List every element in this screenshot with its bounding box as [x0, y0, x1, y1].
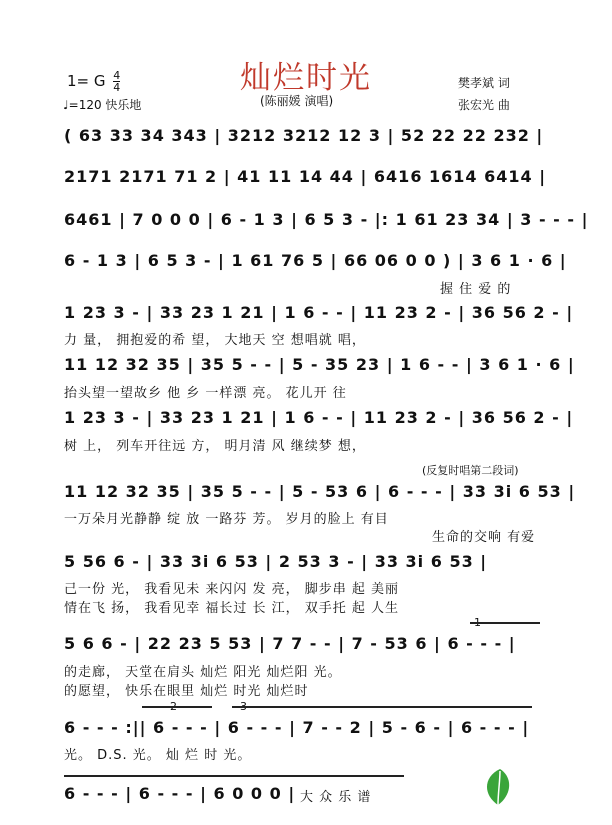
score-row-3: 6461 | 7 0 0 0 | 6 - 1 3 | 6 5 3 - |: 1 61 23 34 | 3 - - - |	[64, 210, 589, 229]
lyric-row-10: 的走廊， 天堂在肩头 灿烂 阳光 灿烂阳 光。	[64, 665, 342, 680]
lyric-row-5: 力 量， 拥抱爱的希 望， 大地天 空 想唱就 唱，	[64, 333, 366, 348]
score-row-11: 6 - - - :|| 6 - - - | 6 - - - | 7 - - 2 | 5 - 6 - | 6 - - - |	[64, 718, 530, 737]
repeat-note: (反复时唱第二段词)	[422, 464, 519, 477]
lyric-row-7: 树 上， 列车开往远 方， 明月清 风 继续梦 想，	[64, 439, 366, 454]
score-row-4: 6 - 1 3 | 6 5 3 - | 1 61 76 5 | 66 06 0 0 ) | 3 6 1 · 6 |	[64, 251, 567, 270]
lyric-row-4: 握 住 爱 的	[440, 282, 512, 297]
volta-2-bracket	[142, 706, 212, 708]
volta-1-bracket	[470, 622, 540, 624]
lyricist-credit: 樊孝斌 词	[458, 76, 510, 90]
lyric-row-8: 一万朵月光静静 绽 放 一路芬 芳。 岁月的脸上 有目	[64, 512, 389, 527]
key-label: 1= G	[67, 72, 106, 90]
song-title: 灿烂时光	[240, 60, 372, 96]
time-bottom: 4	[113, 81, 121, 94]
volta-3-bracket	[232, 706, 532, 708]
lyric-row-8-verse2: 生命的交响 有爱	[432, 530, 536, 545]
tie-line-bottom	[64, 775, 404, 777]
score-row-8: 11 12 32 35 | 35 5 - - | 5 - 53 6 | 6 - - - | 33 3i 6 53 |	[64, 482, 576, 501]
singer-credit: (陈丽媛 演唱)	[260, 94, 334, 108]
composer-credit: 张宏光 曲	[458, 98, 510, 112]
score-row-9: 5 56 6 - | 33 3i 6 53 | 2 53 3 - | 33 3i 6 53 |	[64, 552, 488, 571]
time-top: 4	[113, 69, 121, 82]
footer-watermark-text: 大 众 乐 谱	[300, 790, 372, 805]
score-row-6: 11 12 32 35 | 35 5 - - | 5 - 35 23 | 1 6 - - | 3 6 1 · 6 |	[64, 355, 575, 374]
key-signature	[67, 70, 120, 93]
score-row-1: ( 63 33 34 343 | 3212 3212 12 3 | 52 22 22 232 |	[64, 126, 544, 145]
tempo-marking: ♩=120 快乐地	[63, 98, 142, 112]
lyric-row-9-verse2: 情在飞 扬， 我看见幸 福长过 长 江， 双手托 起 人生	[64, 601, 400, 616]
score-row-2: 2171 2171 71 2 | 41 11 14 44 | 6416 1614 6414 |	[64, 167, 547, 186]
lyric-row-9: 己一份 光， 我看见未 来闪闪 发 亮， 脚步串 起 美丽	[64, 582, 400, 597]
score-row-12-partial: 6 - - - | 6 - - - | 6 0 0 0 |	[64, 784, 296, 803]
lyric-row-11: 光。 D.S. 光。 灿 烂 时 光。	[64, 748, 252, 763]
score-row-10: 5 6 6 - | 22 23 5 53 | 7 7 - - | 7 - 53 6 | 6 - - - |	[64, 634, 516, 653]
leaf-logo-icon	[478, 765, 518, 810]
lyric-row-6: 抬头望一望故乡 他 乡 一样漂 亮。 花儿开 往	[64, 386, 347, 401]
score-row-7: 1 23 3 - | 33 23 1 21 | 1 6 - - | 11 23 2 - | 36 56 2 - |	[64, 408, 574, 427]
score-row-5: 1 23 3 - | 33 23 1 21 | 1 6 - - | 11 23 2 - | 36 56 2 - |	[64, 303, 574, 322]
time-signature	[113, 70, 120, 93]
lyric-row-10-verse2: 的愿望， 快乐在眼里 灿烂 时光 灿烂时	[64, 684, 309, 699]
